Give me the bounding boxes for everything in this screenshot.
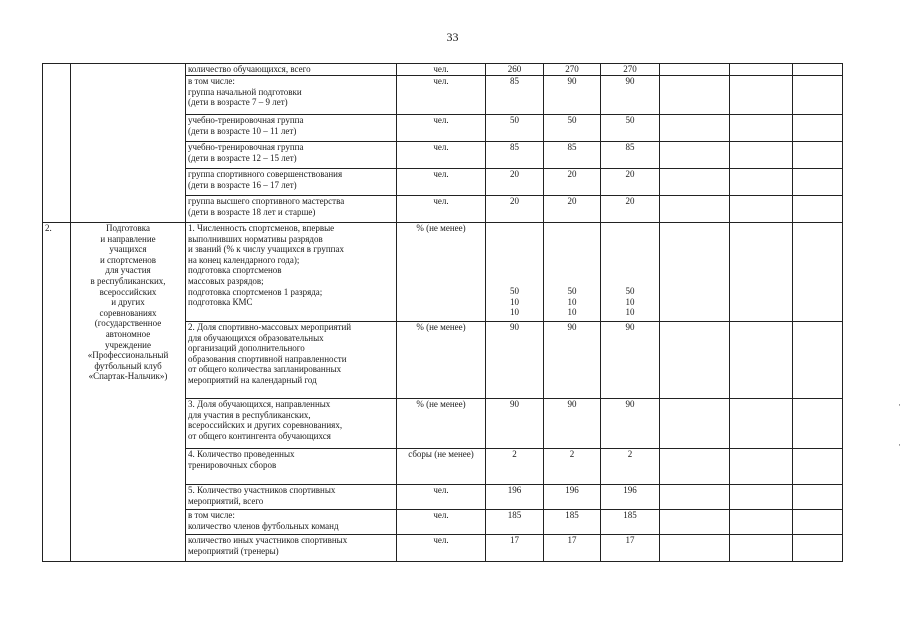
row-number-cell [43, 64, 71, 223]
empty-cell [793, 399, 843, 449]
page-number: 33 [446, 30, 459, 44]
value-cell [544, 322, 601, 399]
empty-cell [660, 535, 730, 562]
empty-cell [793, 510, 843, 535]
value-cell [601, 115, 660, 142]
unit-cell [397, 115, 486, 142]
text-line: всероссийских [99, 286, 157, 297]
cell-text: 185 [507, 510, 522, 520]
text-line: тренировочных сборов [188, 459, 277, 470]
value-cell [486, 485, 544, 510]
indicator-cell [186, 485, 397, 510]
indicator-cell [186, 142, 397, 169]
text-line: соревнованиях [99, 307, 157, 318]
indicator-cell [186, 115, 397, 142]
cell-text: 17 [510, 535, 519, 545]
text-line: футбольный клуб [94, 360, 162, 371]
empty-cell [793, 115, 843, 142]
empty-cell [793, 76, 843, 115]
text-line: на конец календарного года); [188, 254, 300, 265]
empty-cell [793, 64, 843, 76]
empty-cell [730, 115, 793, 142]
value-cell [486, 449, 544, 485]
cell-text: 20 [625, 196, 635, 206]
cell-text: 90 [510, 399, 519, 409]
value-cell [486, 223, 544, 322]
text-line: (государственное [94, 318, 162, 329]
text-line: 10 [625, 307, 635, 318]
text-line: для обучающихся образовательных [188, 332, 324, 343]
service-name-cell [71, 223, 186, 562]
cell-text: 90 [510, 322, 519, 332]
empty-cell [793, 142, 843, 169]
text-line: и других [111, 297, 145, 308]
cell-text: 90 [625, 76, 635, 86]
cell-text: чел. [433, 115, 449, 125]
cell-text: чел. [433, 485, 449, 495]
empty-cell [730, 485, 793, 510]
cell-text: 196 [565, 485, 579, 495]
cell-text: % (не менее) [416, 322, 466, 332]
cell-text: 20 [510, 196, 519, 206]
empty-cell [660, 142, 730, 169]
value-cell [486, 142, 544, 169]
cell-text: % (не менее) [416, 399, 466, 409]
empty-cell [660, 510, 730, 535]
value-cell [486, 322, 544, 399]
unit-cell [397, 399, 486, 449]
text-line: подготовка спортсменов 1 разряда; [188, 286, 323, 297]
unit-cell [397, 223, 486, 322]
value-cell [544, 485, 601, 510]
indicators-table [42, 63, 843, 562]
unit-cell [397, 322, 486, 399]
cell-text: чел. [433, 169, 449, 179]
empty-cell [660, 322, 730, 399]
text-line: в том числе: [188, 510, 235, 520]
text-line: 10 [567, 307, 577, 318]
value-cell [601, 510, 660, 535]
text-line: группа высшего спортивного мастерства [188, 196, 345, 206]
value-cell [601, 76, 660, 115]
text-line: и званий (% к числу учащихся в группах [188, 244, 344, 255]
empty-cell [730, 322, 793, 399]
cell-text: 85 [510, 142, 519, 152]
text-line: группа начальной подготовки [188, 86, 302, 97]
empty-cell [793, 196, 843, 223]
spacer [488, 223, 541, 286]
value-cell [601, 399, 660, 449]
cell-text: 270 [565, 64, 579, 74]
unit-cell [397, 76, 486, 115]
cell-text: 260 [507, 64, 522, 74]
text-line: Подготовка [106, 223, 150, 233]
cell-text: 90 [625, 322, 635, 332]
indicator-cell [186, 510, 397, 535]
text-line: в республиканских, [90, 275, 166, 286]
text-line: 1. Численность спортсменов, впервые [188, 223, 335, 233]
empty-cell [730, 169, 793, 196]
text-line: подготовка КМС [188, 297, 253, 308]
table-row [43, 64, 843, 76]
cell-text: 90 [567, 322, 577, 332]
text-line: (дети в возрасте 18 лет и старше) [188, 206, 316, 217]
value-cell [601, 142, 660, 169]
text-line: массовых разрядов; [188, 275, 264, 286]
empty-cell [660, 169, 730, 196]
value-cell [486, 76, 544, 115]
cell-text: 2 [569, 449, 575, 459]
value-cell [544, 535, 601, 562]
text-line: 10 [625, 296, 635, 307]
cell-text: 50 [567, 115, 577, 125]
empty-cell [730, 535, 793, 562]
empty-cell [793, 223, 843, 322]
empty-cell [730, 449, 793, 485]
text-line: образования спортивной направленности [188, 353, 347, 364]
indicator-cell [186, 322, 397, 399]
text-line: для участия в республиканских, [188, 409, 311, 420]
value-cell [544, 510, 601, 535]
indicator-cell [186, 449, 397, 485]
cell-text: 20 [625, 169, 635, 179]
row-number-cell [43, 223, 71, 562]
value-cell [544, 142, 601, 169]
cell-text: чел. [433, 510, 449, 520]
text-line: от общего контингента обучающихся [188, 430, 331, 441]
empty-cell [793, 322, 843, 399]
cell-text: 85 [510, 76, 519, 86]
empty-cell [660, 485, 730, 510]
value-cell [544, 223, 601, 322]
cell-text: 17 [625, 535, 635, 545]
value-cell [486, 64, 544, 76]
empty-cell [660, 196, 730, 223]
value-cell [601, 322, 660, 399]
value-cell [486, 399, 544, 449]
text-line: (дети в возрасте 7 – 9 лет) [188, 97, 288, 108]
text-line: автономное [105, 328, 151, 339]
text-line: 4. Количество проведенных [188, 449, 295, 459]
value-cell [601, 485, 660, 510]
value-cell [544, 64, 601, 76]
text-line: (дети в возрасте 16 – 17 лет) [188, 179, 297, 190]
empty-cell [793, 169, 843, 196]
empty-cell [730, 142, 793, 169]
unit-cell [397, 169, 486, 196]
text-line: мероприятий (тренеры) [188, 545, 279, 556]
value-cell [486, 115, 544, 142]
text-line: мероприятий, всего [188, 495, 264, 506]
text-line: 10 [567, 296, 577, 307]
cell-text: 20 [567, 196, 577, 206]
indicator-cell [186, 169, 397, 196]
text-line: подготовка спортсменов [188, 265, 282, 276]
empty-cell [793, 485, 843, 510]
text-line: количество членов футбольных команд [188, 520, 339, 531]
value-cell [544, 399, 601, 449]
value-cell [544, 196, 601, 223]
empty-cell [660, 399, 730, 449]
indicator-cell [186, 64, 397, 76]
edge-mark: · [898, 440, 901, 450]
cell-text: 17 [567, 535, 577, 545]
unit-cell [397, 142, 486, 169]
unit-cell [397, 535, 486, 562]
empty-cell [660, 64, 730, 76]
cell-text: 20 [567, 169, 577, 179]
empty-cell [730, 223, 793, 322]
text-line: организаций дополнительного [188, 343, 305, 354]
cell-text: чел. [433, 64, 449, 74]
text-line: учреждение [105, 339, 151, 350]
text-line: (дети в возрасте 12 – 15 лет) [188, 152, 297, 163]
text-line: мероприятий на календарный год [188, 374, 317, 385]
text-line: «Спартак-Нальчик») [88, 371, 168, 382]
empty-cell [730, 510, 793, 535]
cell-text: 85 [625, 142, 635, 152]
indicator-cell [186, 399, 397, 449]
cell-text: 2 [512, 449, 517, 459]
empty-cell [660, 115, 730, 142]
empty-cell [730, 399, 793, 449]
cell-text: сборы (не менее) [408, 449, 474, 459]
empty-cell [730, 76, 793, 115]
text-line: количество иных участников спортивных [188, 535, 348, 545]
cell-text: % (не менее) [416, 223, 466, 233]
cell-text: чел. [433, 142, 449, 152]
value-cell [601, 64, 660, 76]
text-line: выполнивших нормативы разрядов [188, 233, 323, 244]
text-line: 10 [510, 296, 519, 307]
text-line: и спортсменов [99, 254, 157, 265]
empty-cell [793, 449, 843, 485]
empty-cell [730, 64, 793, 76]
spacer [603, 223, 657, 286]
value-cell [601, 449, 660, 485]
text-line: учащихся [109, 244, 147, 255]
value-cell [486, 169, 544, 196]
text-line: 50 [567, 286, 577, 296]
value-cell [544, 169, 601, 196]
text-line: в том числе: [188, 76, 235, 86]
text-line: 5. Количество участников спортивных [188, 485, 336, 495]
text-line: (дети в возрасте 10 – 11 лет) [188, 125, 297, 136]
value-cell [601, 223, 660, 322]
cell-text: 185 [565, 510, 579, 520]
cell-text: 90 [567, 399, 577, 409]
cell-text: 90 [625, 399, 635, 409]
cell-text: 196 [507, 485, 522, 495]
value-cell [601, 169, 660, 196]
text-line: 3. Доля обучающихся, направленных [188, 399, 331, 409]
value-cell [486, 196, 544, 223]
spacer [546, 223, 598, 286]
cell-text: 20 [510, 169, 519, 179]
empty-cell [660, 449, 730, 485]
cell-text: чел. [433, 196, 449, 206]
text-line: от общего количества запланированных [188, 364, 342, 375]
unit-cell [397, 449, 486, 485]
empty-cell [660, 76, 730, 115]
edge-mark: · [898, 400, 901, 410]
text-line: учебно-тренировочная группа [188, 142, 304, 152]
value-cell [601, 196, 660, 223]
text-line: и направление [100, 233, 156, 244]
text-line: 50 [625, 286, 635, 296]
value-cell [601, 535, 660, 562]
text-line: группа спортивного совершенствования [188, 169, 343, 179]
text-line: 2. Доля спортивно-массовых мероприятий [188, 322, 352, 332]
text-line: всероссийских и других соревнованиях, [188, 420, 343, 431]
cell-text: 90 [567, 76, 577, 86]
text-line: для участия [105, 265, 151, 276]
unit-cell [397, 196, 486, 223]
value-cell [544, 449, 601, 485]
table-row [43, 223, 843, 322]
unit-cell [397, 64, 486, 76]
cell-text: чел. [433, 76, 449, 86]
cell-text: чел. [433, 535, 449, 545]
cell-text: 50 [625, 115, 635, 125]
empty-cell [730, 196, 793, 223]
cell-text: 2 [627, 449, 633, 459]
text-line: 50 [510, 286, 519, 296]
value-cell [544, 115, 601, 142]
indicator-cell [186, 223, 397, 322]
unit-cell [397, 510, 486, 535]
indicator-cell [186, 535, 397, 562]
service-name-cell [71, 64, 186, 223]
indicator-cell [186, 76, 397, 115]
cell-text: 50 [510, 115, 519, 125]
cell-text: 2. [45, 223, 52, 233]
cell-text: 85 [567, 142, 577, 152]
cell-text: 196 [623, 485, 637, 495]
unit-cell [397, 485, 486, 510]
text-line: учебно-тренировочная группа [188, 115, 304, 125]
value-cell [486, 510, 544, 535]
cell-text: 270 [623, 64, 637, 74]
cell-text: 185 [623, 510, 637, 520]
value-cell [544, 76, 601, 115]
indicator-cell [186, 196, 397, 223]
empty-cell [660, 223, 730, 322]
text-line: «Профессиональный [87, 350, 169, 361]
text-line: количество обучающихся, всего [188, 64, 311, 74]
value-cell [486, 535, 544, 562]
empty-cell [793, 535, 843, 562]
text-line: 10 [510, 307, 519, 318]
